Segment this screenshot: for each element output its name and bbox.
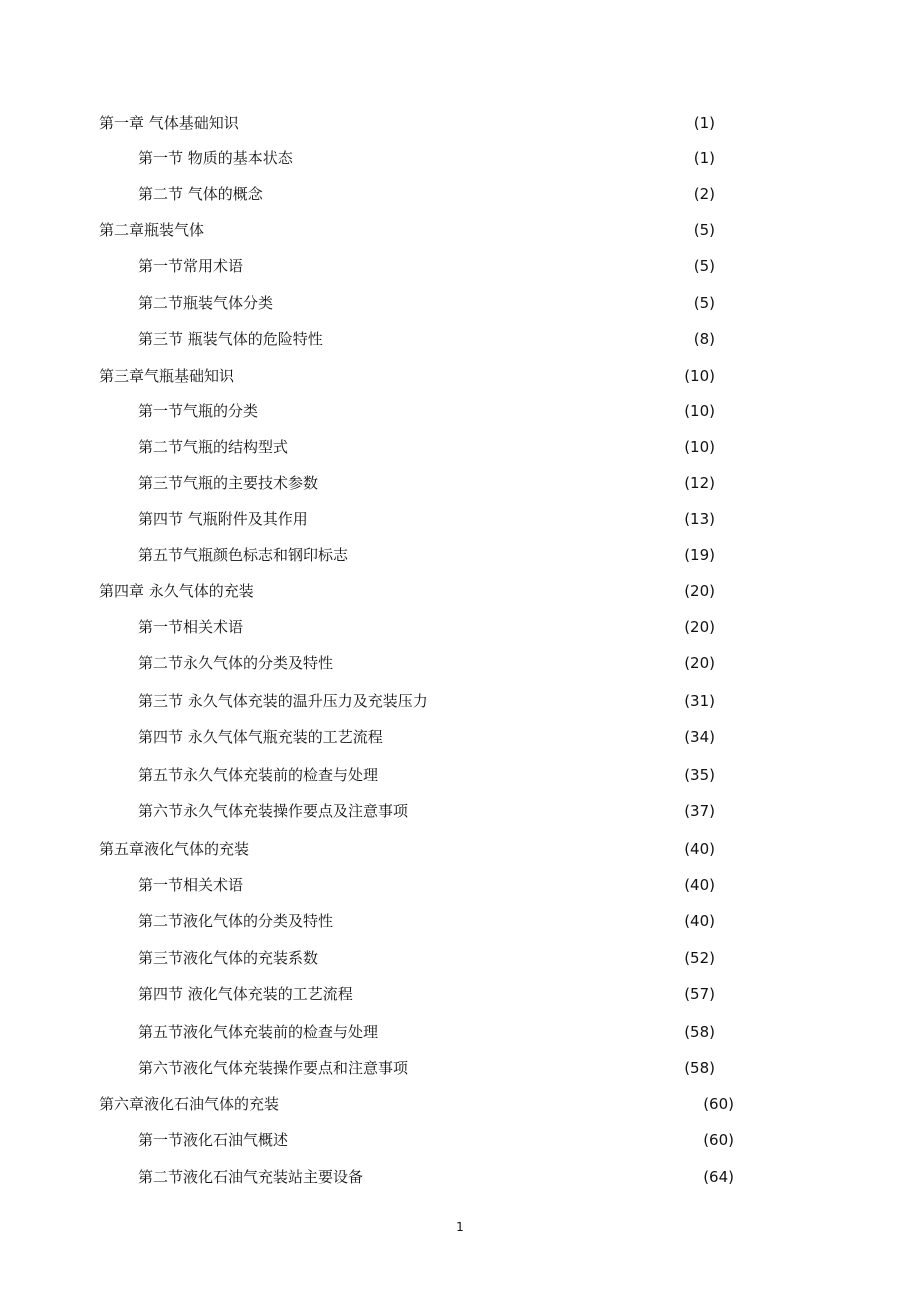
- toc-entry-page: (10): [684, 402, 715, 420]
- toc-entry-page: (19): [684, 546, 715, 564]
- toc-entry-title: 第二节 气体的概念: [138, 185, 263, 203]
- toc-entry-page: (37): [684, 802, 715, 820]
- toc-section-entry: [0, 911, 920, 931]
- toc-chapter-entry: [0, 1094, 920, 1114]
- toc-entry-title: 第二章瓶装气体: [99, 221, 205, 239]
- toc-entry-title: 第二节永久气体的分类及特性: [138, 654, 334, 672]
- toc-entry-title: 第六章液化石油气体的充装: [99, 1095, 280, 1113]
- toc-entry-page: (12): [684, 474, 715, 492]
- toc-entry-page: (60): [703, 1095, 734, 1113]
- toc-entry-title: 第二节瓶装气体分类: [138, 294, 274, 312]
- toc-entry-title: 第四节 气瓶附件及其作用: [138, 510, 308, 528]
- toc-entry-title: 第一节 物质的基本状态: [138, 149, 293, 167]
- toc-entry-title: 第五节永久气体充装前的检查与处理: [138, 766, 379, 784]
- toc-entry-page: (8): [693, 330, 715, 348]
- toc-entry-page: (52): [684, 949, 715, 967]
- toc-entry-page: (31): [684, 692, 715, 710]
- toc-section-entry: [0, 473, 920, 493]
- toc-entry-title: 第二节液化石油气充装站主要设备: [138, 1168, 364, 1186]
- toc-chapter-entry: [0, 839, 920, 859]
- toc-section-entry: [0, 875, 920, 895]
- toc-entry-page: (58): [684, 1023, 715, 1041]
- toc-entry-title: 第六节永久气体充装操作要点及注意事项: [138, 802, 409, 820]
- toc-entry-title: 第三节液化气体的充装系数: [138, 949, 319, 967]
- toc-section-entry: [0, 545, 920, 565]
- toc-section-entry: [0, 437, 920, 457]
- toc-section-entry: [0, 401, 920, 421]
- toc-section-entry: [0, 1022, 920, 1042]
- toc-entry-title: 第一节相关术语: [138, 618, 244, 636]
- toc-entry-page: (10): [684, 367, 715, 385]
- toc-entry-title: 第四节 液化气体充装的工艺流程: [138, 985, 353, 1003]
- toc-entry-title: 第三节 瓶装气体的危险特性: [138, 330, 323, 348]
- toc-entry-page: (40): [684, 912, 715, 930]
- toc-entry-page: (60): [703, 1131, 734, 1149]
- toc-section-entry: [0, 653, 920, 673]
- toc-chapter-entry: [0, 113, 920, 133]
- toc-section-entry: [0, 1167, 920, 1187]
- toc-entry-page: (40): [684, 840, 715, 858]
- toc-entry-page: (20): [684, 618, 715, 636]
- toc-chapter-entry: [0, 581, 920, 601]
- toc-entry-page: (13): [684, 510, 715, 528]
- toc-entry-title: 第三章气瓶基础知识: [99, 367, 235, 385]
- toc-entry-title: 第五节气瓶颜色标志和钢印标志: [138, 546, 349, 564]
- toc-entry-title: 第三节气瓶的主要技术参数: [138, 474, 319, 492]
- toc-section-entry: [0, 984, 920, 1004]
- toc-entry-page: (57): [684, 985, 715, 1003]
- toc-entry-title: 第五章液化气体的充装: [99, 840, 250, 858]
- toc-section-entry: [0, 727, 920, 747]
- toc-chapter-entry: [0, 366, 920, 386]
- toc-entry-title: 第二节液化气体的分类及特性: [138, 912, 334, 930]
- toc-entry-title: 第五节液化气体充装前的检查与处理: [138, 1023, 379, 1041]
- toc-section-entry: [0, 691, 920, 711]
- toc-entry-title: 第二节气瓶的结构型式: [138, 438, 289, 456]
- toc-entry-page: (2): [693, 185, 715, 203]
- toc-entry-page: (1): [693, 149, 715, 167]
- toc-section-entry: [0, 1058, 920, 1078]
- toc-entry-page: (1): [693, 114, 715, 132]
- toc-entry-title: 第四节 永久气体气瓶充装的工艺流程: [138, 728, 383, 746]
- toc-entry-title: 第一节常用术语: [138, 257, 244, 275]
- page-number: 1: [456, 1220, 464, 1234]
- toc-section-entry: [0, 293, 920, 313]
- toc-entry-page: (64): [703, 1168, 734, 1186]
- toc-chapter-entry: [0, 220, 920, 240]
- toc-entry-page: (20): [684, 654, 715, 672]
- toc-entry-title: 第一节相关术语: [138, 876, 244, 894]
- toc-section-entry: [0, 617, 920, 637]
- toc-section-entry: [0, 765, 920, 785]
- toc-entry-title: 第一节气瓶的分类: [138, 402, 259, 420]
- toc-entry-page: (5): [693, 221, 715, 239]
- toc-entry-page: (20): [684, 582, 715, 600]
- toc-entry-page: (10): [684, 438, 715, 456]
- toc-entry-title: 第三节 永久气体充装的温升压力及充装压力: [138, 692, 428, 710]
- toc-section-entry: [0, 1130, 920, 1150]
- toc-entry-page: (35): [684, 766, 715, 784]
- toc-section-entry: [0, 148, 920, 168]
- toc-entry-title: 第一节液化石油气概述: [138, 1131, 289, 1149]
- toc-entry-title: 第一章 气体基础知识: [99, 114, 239, 132]
- toc-entry-title: 第六节液化气体充装操作要点和注意事项: [138, 1059, 409, 1077]
- toc-section-entry: [0, 948, 920, 968]
- toc-section-entry: [0, 509, 920, 529]
- toc-entry-page: (40): [684, 876, 715, 894]
- toc-section-entry: [0, 184, 920, 204]
- toc-entry-page: (5): [693, 294, 715, 312]
- toc-entry-page: (5): [693, 257, 715, 275]
- toc-entry-title: 第四章 永久气体的充装: [99, 582, 254, 600]
- toc-section-entry: [0, 256, 920, 276]
- toc-entry-page: (34): [684, 728, 715, 746]
- toc-section-entry: [0, 329, 920, 349]
- toc-entry-page: (58): [684, 1059, 715, 1077]
- toc-section-entry: [0, 801, 920, 821]
